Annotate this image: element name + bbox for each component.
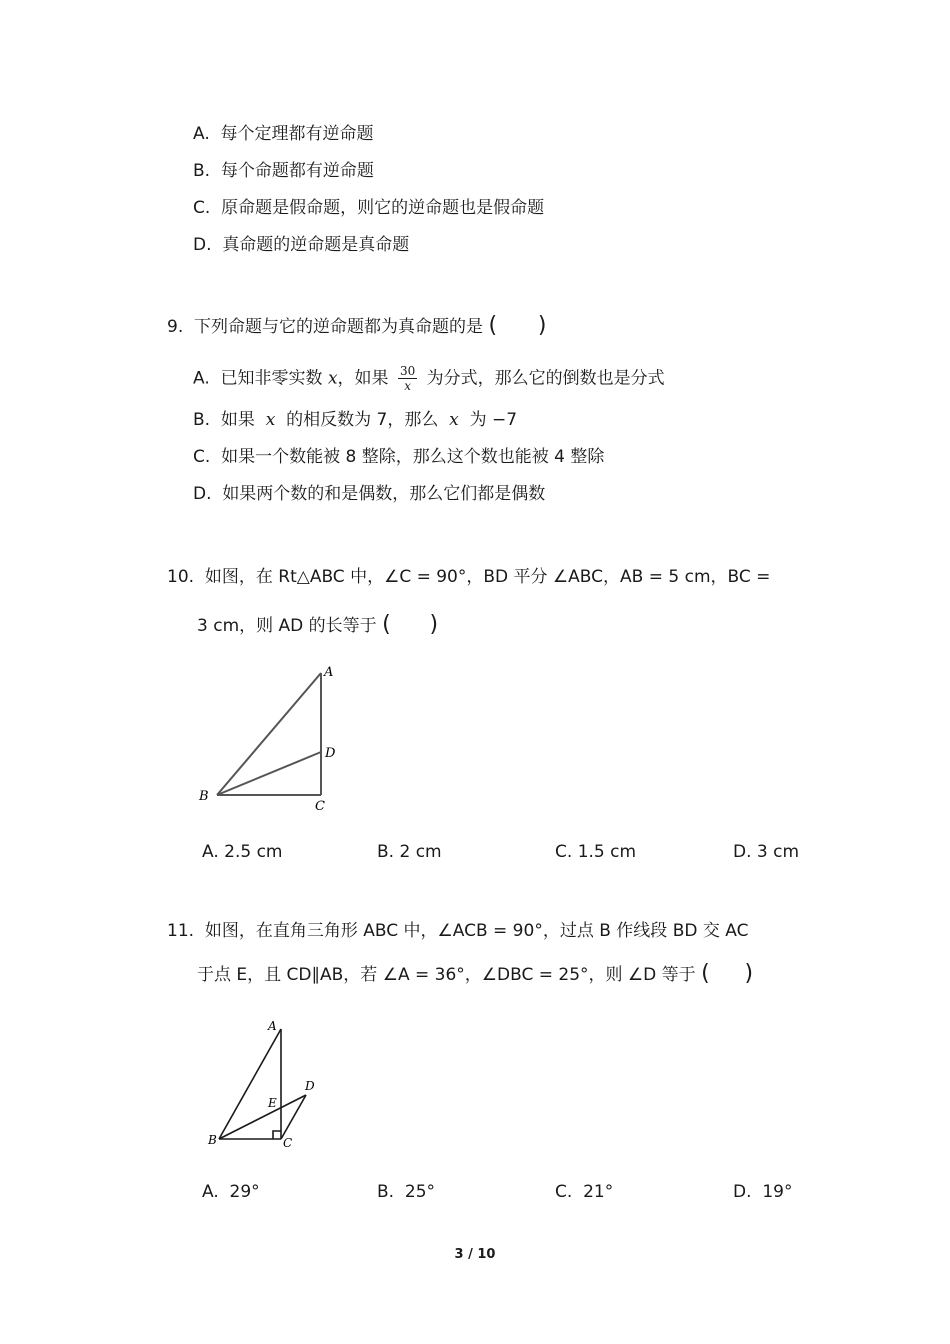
answer-paren-close: ) xyxy=(537,313,547,338)
q9-stem: 9. 下列命题与它的逆命题都为真命题的是 ( ) xyxy=(167,313,547,338)
q11-option-c: C. 21° xyxy=(555,1182,614,1202)
segment-bd xyxy=(217,752,321,795)
label-a: A xyxy=(324,665,334,680)
q11-stem-line2: 于点 E，且 CD∥AB，若 ∠A = 36°，∠DBC = 25°，则 ∠D 等于 ( ) xyxy=(197,961,754,986)
q10-stem-line2: 3 cm，则 AD 的长等于 ( ) xyxy=(197,612,439,637)
q8-option-b: B. 每个命题都有逆命题 xyxy=(193,161,374,181)
label-b: B xyxy=(199,789,209,804)
label-d: D xyxy=(305,1079,315,1093)
answer-paren-open: ( xyxy=(382,612,391,637)
q11-triangle-figure xyxy=(200,1015,330,1155)
q8-option-d: D. 真命题的逆命题是真命题 xyxy=(193,235,410,255)
q9-option-a: A. 已知非零实数 x，如果 $\frac{30}{x}$ 为分式，那么它的倒数也是分式 xyxy=(193,364,665,393)
label-c: C xyxy=(283,1136,293,1150)
q10-stem-line1: 10. 如图，在 Rt△ABC 中，∠C = 90°，BD 平分 ∠ABC，AB = 5 cm，BC = xyxy=(167,567,771,587)
segment-ab xyxy=(217,673,321,795)
q8-option-c: C. 原命题是假命题，则它的逆命题也是假命题 xyxy=(193,198,545,218)
label-d: D xyxy=(325,746,336,761)
q10-triangle-figure xyxy=(190,660,350,815)
label-e: E xyxy=(268,1096,277,1110)
label-a: A xyxy=(268,1019,277,1033)
q10-option-a: A. 2.5 cm xyxy=(202,842,283,862)
page-number: 3 / 10 xyxy=(454,1247,496,1262)
q11-option-d: D. 19° xyxy=(733,1182,793,1202)
q9-option-c: C. 如果一个数能被 8 整除，那么这个数也能被 4 整除 xyxy=(193,447,605,467)
q10-option-d: D. 3 cm xyxy=(733,842,800,862)
q11-stem-line1: 11. 如图，在直角三角形 ABC 中，∠ACB = 90°，过点 B 作线段 BD 交 AC xyxy=(167,921,749,941)
q10-option-c: C. 1.5 cm xyxy=(555,842,637,862)
q10-option-b: B. 2 cm xyxy=(377,842,442,862)
fraction: $\frac{30}{x}$ xyxy=(399,364,416,393)
right-angle-mark xyxy=(273,1131,281,1139)
q9-option-b: B. 如果 x 的相反数为 7，那么 x 为 −7 xyxy=(193,410,518,430)
q8-option-a: A. 每个定理都有逆命题 xyxy=(193,124,374,144)
label-c: C xyxy=(315,799,325,814)
answer-paren-close: ) xyxy=(429,612,439,637)
q9-option-d: D. 如果两个数的和是偶数，那么它们都是偶数 xyxy=(193,484,546,504)
q11-option-b: B. 25° xyxy=(377,1182,436,1202)
answer-paren-open: ( xyxy=(701,961,710,986)
answer-paren-open: ( xyxy=(488,313,498,338)
label-b: B xyxy=(208,1133,217,1147)
answer-paren-close: ) xyxy=(744,961,754,986)
q11-option-a: A. 29° xyxy=(202,1182,260,1202)
